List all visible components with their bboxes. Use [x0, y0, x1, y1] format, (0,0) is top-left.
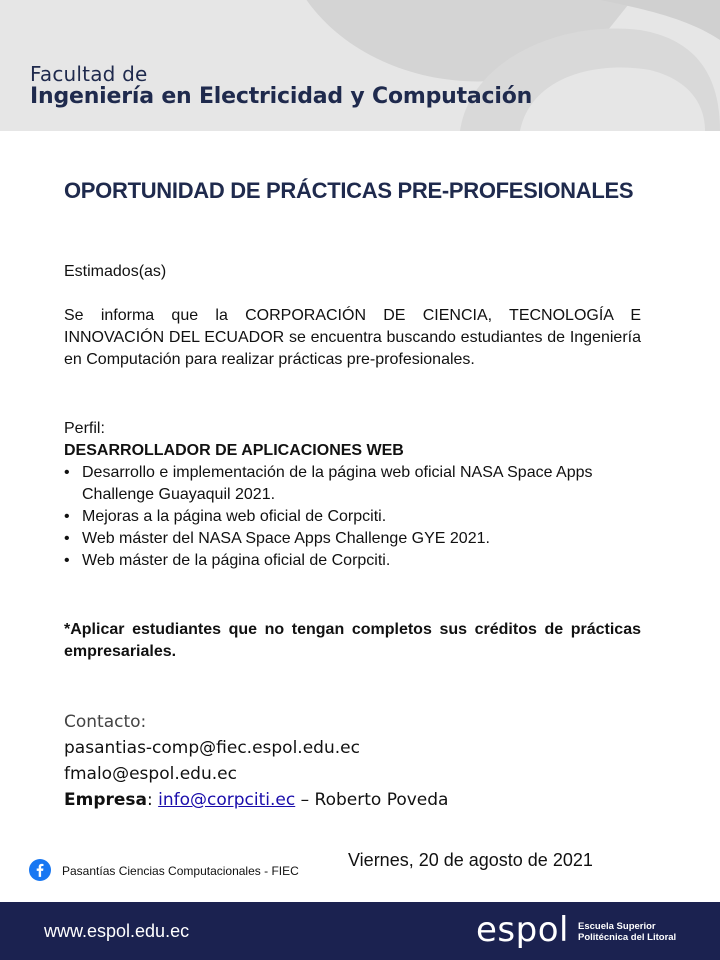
company-label: Empresa [64, 790, 147, 810]
greeting: Estimados(as) [64, 263, 167, 280]
duty-text: Desarrollo e implementación de la página web oficial NASA Space Apps Challenge Guayaquil 2021. [82, 464, 593, 503]
list-item [64, 506, 641, 528]
contact-label: Contacto: [64, 712, 147, 732]
contact-email-secondary[interactable]: fmalo@espol.edu.ec [64, 764, 237, 784]
espol-subtitle-line2: Politécnica del Litoral [578, 932, 677, 943]
espol-subtitle-line1: Escuela Superior [578, 921, 656, 932]
company-contact [64, 787, 664, 813]
list-item [64, 462, 641, 506]
profile-title: DESARROLLADOR DE APLICACIONES WEB [64, 442, 404, 459]
duty-text: Web máster de la página oficial de Corpciti. [82, 552, 391, 569]
profile-label: Perfil: [64, 420, 105, 437]
duty-text: Web máster del NASA Space Apps Challenge GYE 2021. [82, 530, 490, 547]
espol-logo-text: espol [476, 910, 569, 950]
bullet: • [64, 552, 70, 569]
page-title: OPORTUNIDAD DE PRÁCTICAS PRE-PROFESIONALES [64, 178, 634, 203]
company-separator: : [147, 790, 159, 810]
espol-logo-subtitle [578, 921, 676, 943]
duty-text: Mejoras a la página web oficial de Corpciti. [82, 508, 387, 525]
footer-website-link[interactable]: www.espol.edu.ec [44, 921, 190, 941]
bullet: • [64, 464, 70, 481]
facebook-page-name[interactable]: Pasantías Ciencias Computacionales - FIEC [62, 864, 299, 878]
bullet: • [64, 508, 70, 525]
faculty-name-line1: Facultad de [30, 62, 148, 86]
faculty-name-line2: Ingeniería en Electricidad y Computación [30, 84, 533, 109]
intro-paragraph: Se informa que la CORPORACIÓN DE CIENCIA, TECNOLOGÍA E INNOVACIÓN DEL ECUADOR se encuentra buscando estudiantes de Ingeniería en Computación para realizar prácticas pre-profesionales. [64, 307, 641, 368]
contact-email-primary[interactable]: pasantias-comp@fiec.espol.edu.ec [64, 738, 360, 758]
bullet: • [64, 530, 70, 547]
list-item [64, 528, 641, 550]
facebook-icon[interactable] [29, 859, 51, 881]
duties-list [64, 462, 641, 572]
eligibility-note: *Aplicar estudiantes que no tengan completos sus créditos de prácticas empresariales. [64, 621, 641, 660]
publication-date: Viernes, 20 de agosto de 2021 [348, 850, 593, 870]
list-item [64, 550, 641, 572]
company-person: – Roberto Poveda [295, 790, 449, 810]
company-email-link[interactable]: info@corpciti.ec [158, 790, 296, 810]
header-banner [0, 0, 720, 131]
footer-bar [0, 902, 720, 960]
